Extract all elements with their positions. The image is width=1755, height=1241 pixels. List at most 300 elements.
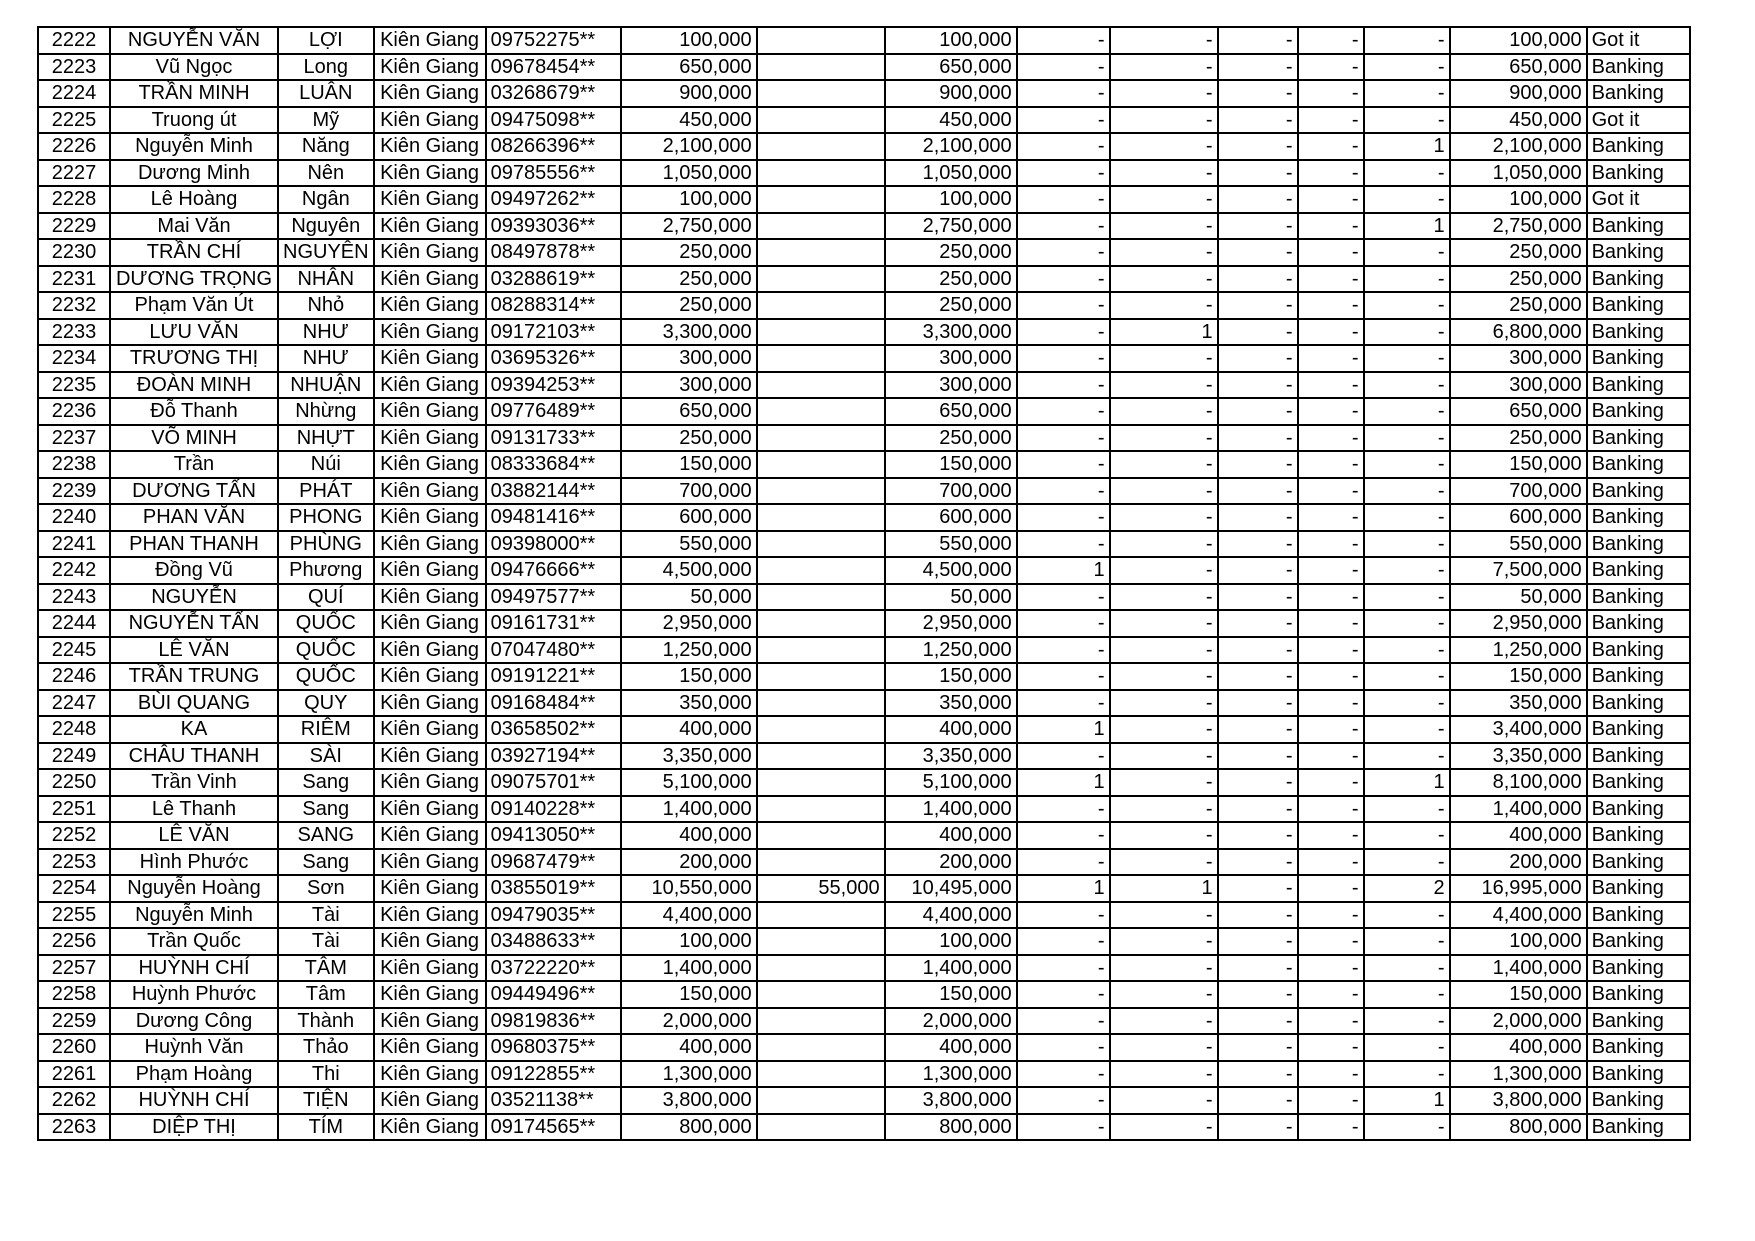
phone-cell: 09476666** [486,557,621,584]
count-col1-cell: 1 [1017,875,1110,902]
amount-cell: 1,250,000 [621,637,757,664]
net-amount-cell: 300,000 [885,372,1017,399]
count-col5-cell: - [1364,663,1450,690]
given-name-cell: TIỆN [278,1087,374,1114]
total-cell: 8,100,000 [1450,769,1587,796]
total-cell: 100,000 [1450,186,1587,213]
net-amount-cell: 250,000 [885,239,1017,266]
phone-cell: 09393036** [486,213,621,240]
total-cell: 2,750,000 [1450,213,1587,240]
net-amount-cell: 600,000 [885,504,1017,531]
count-col1-cell: - [1017,372,1110,399]
count-col3-cell: - [1218,849,1298,876]
total-cell: 800,000 [1450,1114,1587,1141]
row-number: 2238 [38,451,110,478]
deduction-cell [757,928,885,955]
table-row [38,637,1690,664]
given-name-cell: Nhừng [278,398,374,425]
net-amount-cell: 400,000 [885,716,1017,743]
count-col4-cell: - [1298,584,1364,611]
count-col4-cell: - [1298,504,1364,531]
phone-cell: 09075701** [486,769,621,796]
surname-cell: CHÂU THANH [110,743,278,770]
count-col3-cell: - [1218,107,1298,134]
table-row [38,292,1690,319]
given-name-cell: Núi [278,451,374,478]
count-col1-cell: - [1017,849,1110,876]
surname-cell: NGUYỄN [110,584,278,611]
payment-method-cell: Banking [1587,716,1690,743]
count-col5-cell: - [1364,1114,1450,1141]
deduction-cell [757,743,885,770]
total-cell: 3,350,000 [1450,743,1587,770]
count-col4-cell: - [1298,1087,1364,1114]
province-cell: Kiên Giang [374,425,486,452]
count-col4-cell: - [1298,769,1364,796]
given-name-cell: Sang [278,849,374,876]
count-col1-cell: - [1017,425,1110,452]
count-col2-cell: 1 [1110,319,1218,346]
count-col4-cell: - [1298,743,1364,770]
count-col3-cell: - [1218,1061,1298,1088]
amount-cell: 3,300,000 [621,319,757,346]
given-name-cell: RIÊM [278,716,374,743]
province-cell: Kiên Giang [374,213,486,240]
deduction-cell [757,186,885,213]
count-col2-cell: - [1110,822,1218,849]
count-col2-cell: - [1110,266,1218,293]
row-number: 2249 [38,743,110,770]
table-row [38,266,1690,293]
count-col1-cell: - [1017,478,1110,505]
net-amount-cell: 1,300,000 [885,1061,1017,1088]
payment-method-cell: Banking [1587,80,1690,107]
total-cell: 250,000 [1450,292,1587,319]
total-cell: 400,000 [1450,1034,1587,1061]
net-amount-cell: 650,000 [885,398,1017,425]
count-col4-cell: - [1298,902,1364,929]
given-name-cell: QUÍ [278,584,374,611]
surname-cell: Lê Thanh [110,796,278,823]
phone-cell: 09413050** [486,822,621,849]
count-col5-cell: - [1364,1034,1450,1061]
net-amount-cell: 100,000 [885,928,1017,955]
province-cell: Kiên Giang [374,319,486,346]
province-cell: Kiên Giang [374,610,486,637]
count-col1-cell: 1 [1017,557,1110,584]
payment-method-cell: Banking [1587,504,1690,531]
payment-method-cell: Banking [1587,928,1690,955]
total-cell: 1,400,000 [1450,796,1587,823]
amount-cell: 400,000 [621,716,757,743]
count-col4-cell: - [1298,1034,1364,1061]
row-number: 2260 [38,1034,110,1061]
count-col5-cell: - [1364,902,1450,929]
amount-cell: 400,000 [621,822,757,849]
count-col3-cell: - [1218,1087,1298,1114]
count-col1-cell: - [1017,266,1110,293]
count-col5-cell: - [1364,398,1450,425]
count-col3-cell: - [1218,292,1298,319]
payment-method-cell: Banking [1587,663,1690,690]
province-cell: Kiên Giang [374,663,486,690]
province-cell: Kiên Giang [374,239,486,266]
phone-cell: 09174565** [486,1114,621,1141]
deduction-cell [757,27,885,54]
payment-method-cell: Banking [1587,743,1690,770]
count-col1-cell: - [1017,345,1110,372]
count-col4-cell: - [1298,372,1364,399]
deduction-cell [757,292,885,319]
count-col1-cell: - [1017,637,1110,664]
count-col4-cell: - [1298,451,1364,478]
count-col5-cell: - [1364,690,1450,717]
count-col5-cell: - [1364,266,1450,293]
count-col2-cell: - [1110,186,1218,213]
count-col2-cell: - [1110,584,1218,611]
row-number: 2243 [38,584,110,611]
surname-cell: DƯƠNG TRỌNG [110,266,278,293]
deduction-cell [757,902,885,929]
count-col1-cell: - [1017,822,1110,849]
table-row [38,160,1690,187]
surname-cell: NGUYỄN VĂN [110,27,278,54]
row-number: 2224 [38,80,110,107]
count-col1-cell: - [1017,584,1110,611]
count-col2-cell: - [1110,981,1218,1008]
deduction-cell [757,160,885,187]
count-col3-cell: - [1218,822,1298,849]
count-col4-cell: - [1298,981,1364,1008]
count-col1-cell: - [1017,80,1110,107]
net-amount-cell: 1,250,000 [885,637,1017,664]
table-row [38,955,1690,982]
total-cell: 150,000 [1450,451,1587,478]
payment-method-cell: Banking [1587,213,1690,240]
net-amount-cell: 4,500,000 [885,557,1017,584]
deduction-cell [757,1008,885,1035]
row-number: 2261 [38,1061,110,1088]
count-col2-cell: - [1110,451,1218,478]
deduction-cell [757,1087,885,1114]
amount-cell: 10,550,000 [621,875,757,902]
given-name-cell: NHỰT [278,425,374,452]
table-row [38,319,1690,346]
count-col2-cell: - [1110,345,1218,372]
province-cell: Kiên Giang [374,1087,486,1114]
amount-cell: 2,750,000 [621,213,757,240]
province-cell: Kiên Giang [374,955,486,982]
deduction-cell [757,319,885,346]
payment-method-cell: Banking [1587,319,1690,346]
surname-cell: HUỲNH CHÍ [110,1087,278,1114]
surname-cell: Lê Hoàng [110,186,278,213]
deduction-cell [757,769,885,796]
count-col4-cell: - [1298,1061,1364,1088]
count-col4-cell: - [1298,27,1364,54]
net-amount-cell: 1,050,000 [885,160,1017,187]
payment-method-cell: Got it [1587,107,1690,134]
count-col5-cell: - [1364,928,1450,955]
net-amount-cell: 3,350,000 [885,743,1017,770]
count-col2-cell: - [1110,107,1218,134]
surname-cell: TRƯƠNG THỊ [110,345,278,372]
surname-cell: TRẦN TRUNG [110,663,278,690]
phone-cell: 08288314** [486,292,621,319]
amount-cell: 3,350,000 [621,743,757,770]
surname-cell: LÊ VĂN [110,637,278,664]
surname-cell: Huỳnh Phước [110,981,278,1008]
total-cell: 4,400,000 [1450,902,1587,929]
phone-cell: 09122855** [486,1061,621,1088]
province-cell: Kiên Giang [374,637,486,664]
count-col4-cell: - [1298,133,1364,160]
net-amount-cell: 2,950,000 [885,610,1017,637]
amount-cell: 2,950,000 [621,610,757,637]
count-col5-cell: - [1364,849,1450,876]
amount-cell: 250,000 [621,425,757,452]
count-col4-cell: - [1298,822,1364,849]
deduction-cell [757,557,885,584]
phone-cell: 03288619** [486,266,621,293]
deduction-cell [757,981,885,1008]
payment-method-cell: Banking [1587,266,1690,293]
table-row [38,372,1690,399]
net-amount-cell: 450,000 [885,107,1017,134]
count-col5-cell: - [1364,319,1450,346]
surname-cell: Mai Văn [110,213,278,240]
count-col2-cell: - [1110,610,1218,637]
count-col4-cell: - [1298,107,1364,134]
given-name-cell: Sang [278,769,374,796]
deduction-cell [757,663,885,690]
payment-method-cell: Banking [1587,345,1690,372]
count-col3-cell: - [1218,451,1298,478]
net-amount-cell: 250,000 [885,425,1017,452]
deduction-cell [757,425,885,452]
count-col2-cell: - [1110,398,1218,425]
row-number: 2242 [38,557,110,584]
province-cell: Kiên Giang [374,1034,486,1061]
row-number: 2256 [38,928,110,955]
count-col3-cell: - [1218,1034,1298,1061]
given-name-cell: Sơn [278,875,374,902]
row-number: 2255 [38,902,110,929]
count-col1-cell: - [1017,186,1110,213]
count-col5-cell: - [1364,186,1450,213]
payment-method-cell: Banking [1587,292,1690,319]
deduction-cell [757,213,885,240]
surname-cell: Phạm Hoàng [110,1061,278,1088]
count-col3-cell: - [1218,928,1298,955]
count-col1-cell: - [1017,796,1110,823]
given-name-cell: PHONG [278,504,374,531]
count-col3-cell: - [1218,345,1298,372]
table-row [38,875,1690,902]
count-col3-cell: - [1218,637,1298,664]
net-amount-cell: 100,000 [885,186,1017,213]
row-number: 2225 [38,107,110,134]
deduction-cell [757,849,885,876]
surname-cell: ĐOÀN MINH [110,372,278,399]
count-col5-cell: 1 [1364,1087,1450,1114]
province-cell: Kiên Giang [374,478,486,505]
surname-cell: HUỲNH CHÍ [110,955,278,982]
row-number: 2258 [38,981,110,1008]
count-col4-cell: - [1298,875,1364,902]
province-cell: Kiên Giang [374,769,486,796]
data-table [37,26,1691,1141]
payment-method-cell: Banking [1587,239,1690,266]
row-number: 2253 [38,849,110,876]
total-cell: 550,000 [1450,531,1587,558]
count-col2-cell: 1 [1110,875,1218,902]
net-amount-cell: 5,100,000 [885,769,1017,796]
deduction-cell [757,372,885,399]
payment-method-cell: Banking [1587,1114,1690,1141]
row-number: 2246 [38,663,110,690]
amount-cell: 5,100,000 [621,769,757,796]
amount-cell: 550,000 [621,531,757,558]
table-row [38,531,1690,558]
payment-method-cell: Banking [1587,849,1690,876]
table-row [38,690,1690,717]
table-row [38,504,1690,531]
row-number: 2236 [38,398,110,425]
count-col3-cell: - [1218,54,1298,81]
total-cell: 100,000 [1450,928,1587,955]
count-col3-cell: - [1218,239,1298,266]
surname-cell: PHAN VĂN [110,504,278,531]
net-amount-cell: 3,300,000 [885,319,1017,346]
row-number: 2231 [38,266,110,293]
table-row [38,557,1690,584]
row-number: 2244 [38,610,110,637]
count-col4-cell: - [1298,425,1364,452]
table-row [38,902,1690,929]
phone-cell: 09449496** [486,981,621,1008]
count-col4-cell: - [1298,213,1364,240]
net-amount-cell: 900,000 [885,80,1017,107]
surname-cell: Hình Phước [110,849,278,876]
province-cell: Kiên Giang [374,981,486,1008]
count-col4-cell: - [1298,1114,1364,1141]
count-col2-cell: - [1110,849,1218,876]
given-name-cell: Thi [278,1061,374,1088]
count-col5-cell: - [1364,292,1450,319]
given-name-cell: Thành [278,1008,374,1035]
payment-method-cell: Banking [1587,902,1690,929]
row-number: 2259 [38,1008,110,1035]
total-cell: 650,000 [1450,54,1587,81]
total-cell: 250,000 [1450,425,1587,452]
count-col1-cell: - [1017,690,1110,717]
count-col1-cell: - [1017,955,1110,982]
count-col3-cell: - [1218,769,1298,796]
count-col4-cell: - [1298,160,1364,187]
province-cell: Kiên Giang [374,849,486,876]
count-col1-cell: - [1017,1008,1110,1035]
count-col4-cell: - [1298,849,1364,876]
table-row [38,425,1690,452]
phone-cell: 03658502** [486,716,621,743]
count-col5-cell: - [1364,716,1450,743]
count-col3-cell: - [1218,478,1298,505]
row-number: 2241 [38,531,110,558]
count-col1-cell: - [1017,981,1110,1008]
table-row [38,743,1690,770]
phone-cell: 03521138** [486,1087,621,1114]
surname-cell: Truong út [110,107,278,134]
count-col1-cell: - [1017,239,1110,266]
amount-cell: 200,000 [621,849,757,876]
given-name-cell: Long [278,54,374,81]
count-col3-cell: - [1218,266,1298,293]
amount-cell: 900,000 [621,80,757,107]
payment-method-cell: Banking [1587,690,1690,717]
amount-cell: 300,000 [621,345,757,372]
count-col5-cell: - [1364,345,1450,372]
count-col5-cell: - [1364,107,1450,134]
deduction-cell [757,955,885,982]
count-col4-cell: - [1298,239,1364,266]
count-col1-cell: 1 [1017,769,1110,796]
count-col1-cell: - [1017,610,1110,637]
payment-method-cell: Banking [1587,557,1690,584]
surname-cell: Trần Vinh [110,769,278,796]
payment-method-cell: Banking [1587,372,1690,399]
phone-cell: 09168484** [486,690,621,717]
count-col3-cell: - [1218,319,1298,346]
surname-cell: Trần [110,451,278,478]
count-col4-cell: - [1298,292,1364,319]
count-col5-cell: - [1364,160,1450,187]
province-cell: Kiên Giang [374,928,486,955]
count-col2-cell: - [1110,504,1218,531]
phone-cell: 09481416** [486,504,621,531]
count-col4-cell: - [1298,345,1364,372]
row-number: 2250 [38,769,110,796]
amount-cell: 450,000 [621,107,757,134]
amount-cell: 3,800,000 [621,1087,757,1114]
surname-cell: LƯU VĂN [110,319,278,346]
count-col2-cell: - [1110,637,1218,664]
table-row [38,610,1690,637]
total-cell: 350,000 [1450,690,1587,717]
net-amount-cell: 4,400,000 [885,902,1017,929]
net-amount-cell: 550,000 [885,531,1017,558]
count-col3-cell: - [1218,213,1298,240]
count-col5-cell: - [1364,504,1450,531]
count-col5-cell: - [1364,478,1450,505]
total-cell: 2,950,000 [1450,610,1587,637]
amount-cell: 150,000 [621,663,757,690]
count-col1-cell: - [1017,663,1110,690]
net-amount-cell: 10,495,000 [885,875,1017,902]
province-cell: Kiên Giang [374,398,486,425]
row-number: 2239 [38,478,110,505]
total-cell: 250,000 [1450,266,1587,293]
count-col4-cell: - [1298,398,1364,425]
province-cell: Kiên Giang [374,80,486,107]
given-name-cell: Ngân [278,186,374,213]
table-row [38,186,1690,213]
net-amount-cell: 1,400,000 [885,955,1017,982]
count-col2-cell: - [1110,80,1218,107]
given-name-cell: TÍM [278,1114,374,1141]
province-cell: Kiên Giang [374,133,486,160]
given-name-cell: QUỐC [278,637,374,664]
